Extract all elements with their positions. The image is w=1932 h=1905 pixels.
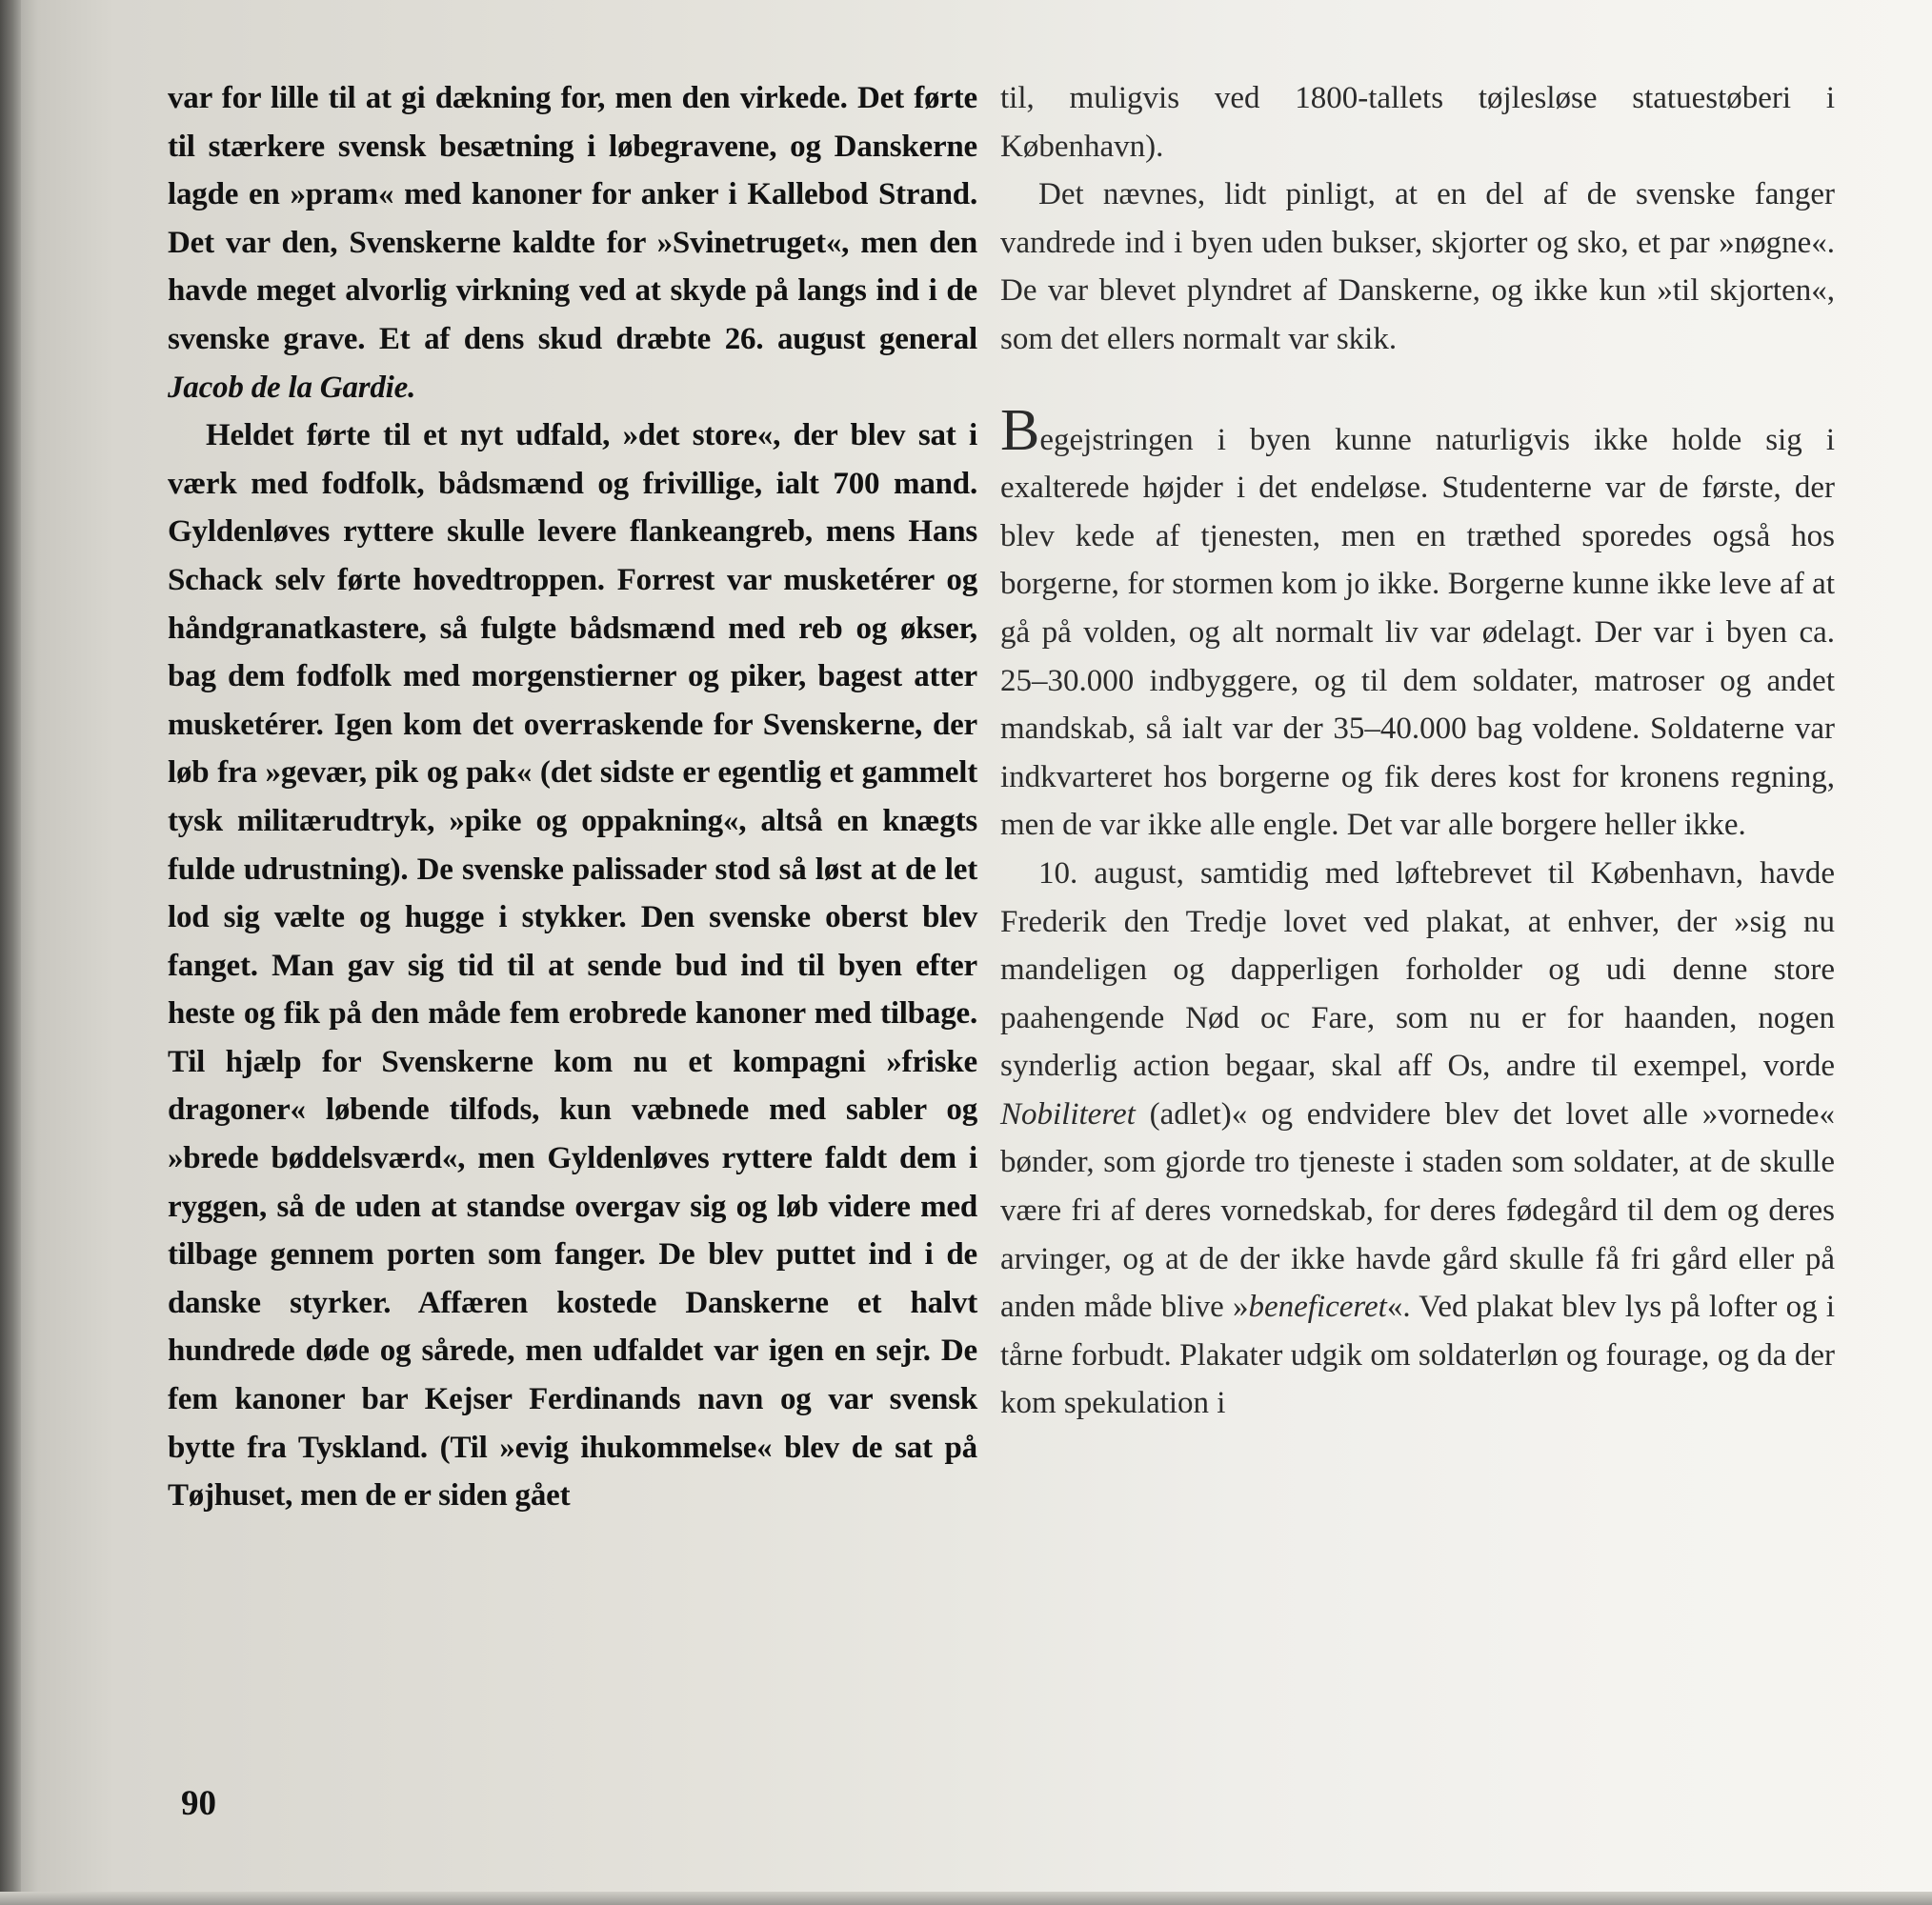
- italic-term-nobiliteret: Nobiliteret: [1000, 1096, 1136, 1132]
- right-paragraph-1: til, muligvis ved 1800-tallets tøjlesløse statuestøberi i København).: [1000, 81, 1835, 164]
- page-bottom-edge: [0, 1892, 1932, 1905]
- book-binding-shadow: [0, 0, 21, 1905]
- left-paragraph-2: Heldet førte til et nyt udfald, »det store«, der blev sat i værk med fodfolk, bådsmænd og frivillige, ialt 700 mand. Gyldenløves ryttere skulle levere flankeangreb, mens Hans Schack selv førte hovedtroppen. Forrest var musketérer og håndgranatkastere, så fulgte bådsmænd med reb og økser, bag dem fodfolk med morgenstierner og piker, bagest atter musketérer. Igen kom det overraskende for Svenskerne, der løb fra »gevær, pik og pak« (det sidste er egentlig et gammelt tysk militærudtryk, »pike og oppakning«, altså en knægts fulde udrustning). De svenske palissader stod så løst at de let lod sig vælte og hugge i stykker. Den svenske oberst blev fanget. Man gav sig tid til at sende bud ind til byen efter heste og fik på den måde fem erobrede kanoner med tilbage. Til hjælp for Svenskerne kom nu et kompagni »friske dragoner« løbende tilfods, kun væbnede med sabler og »brede bøddelsværd«, men Gyldenløves ryttere faldt dem i ryggen, så de uden at standse overgav sig og løb videre med tilbage gennem porten som fanger. De blev puttet ind i de danske styrker. Affæren kostede Danskerne et halvt hundrede døde og sårede, men udfaldet var igen en sejr. De fem kanoner bar Kejser Ferdinands navn og var svensk bytte fra Tyskland. (Til »evig ihukommelse« blev de sat på Tøjhuset, men de er siden gået: [168, 418, 977, 1514]
- italic-term-beneficeret: beneficeret: [1248, 1290, 1387, 1325]
- left-text-column: [168, 74, 977, 1520]
- left-paragraph-1: var for lille til at gi dækning for, men den virkede. Det førte til stærkere svensk besætning i løbegravene, og Danskerne lagde en »pram« med kanoner for anker i Kallebod Strand. Det var den, Svenskerne kaldte for »Svinetruget«, men den havde meget alvorlig virkning ved at skyde på langs ind i de svenske grave. Et af dens skud dræbte 26. august general Jacob de la Gardie.: [168, 81, 977, 405]
- drop-cap-letter: B: [1000, 397, 1040, 463]
- italic-name-jacob-de-la-gardie: Jacob de la Gardie.: [168, 370, 416, 405]
- right-text-column: [1000, 74, 1835, 1428]
- right-paragraph-2: Det nævnes, lidt pinligt, at en del af de svenske fanger vandrede ind i byen uden bukser, skjorter og sko, et par »nøgne«. De var blevet plyndret af Danskerne, og ikke kun »til skjorten«, som det ellers normalt var skik.: [1000, 177, 1835, 356]
- right-paragraph-3: Begejstringen i byen kunne naturligvis ikke holde sig i exalterede højder i det endeløse. Studenterne var de første, der blev kede af tjenesten, men en træthed sporedes også hos borgerne, for stormen kom jo ikke. Borgerne kunne ikke leve af at gå på volden, og alt normalt liv var ødelagt. Der var i byen ca. 25–30.000 indbyggere, og til dem soldater, matroser og andet mandskab, så ialt var der 35–40.000 bag voldene. Soldaterne var indkvarteret hos borgerne og fik deres kost for kronens regning, men de var ikke alle engle. Det var alle borgere heller ikke.: [1000, 397, 1835, 843]
- right-paragraph-4: 10. august, samtidig med løftebrevet til København, havde Frederik den Tredje lovet ved plakat, at enhver, der »sig nu mandeligen og dapperligen forholder og udi denne store paahengende Nød oc Fare, som nu er for haanden, nogen synderlig action begaar, skal aff Os, andre til exempel, vorde Nobiliteret (adlet)« og endvidere blev det lovet alle »vornede« bønder, som gjorde tro tjeneste i staden som soldater, at de skulle være fri af deres vornedskab, for deres fødegård til dem og deres arvinger, og at de der ikke havde gård skulle få fri gård eller på anden måde blive »beneficeret«. Ved plakat blev lys på lofter og i tårne forbudt. Plakater udgik om soldaterløn og fourage, og da der kom spekulation i: [1000, 855, 1835, 1421]
- page-number: 90: [181, 1784, 216, 1823]
